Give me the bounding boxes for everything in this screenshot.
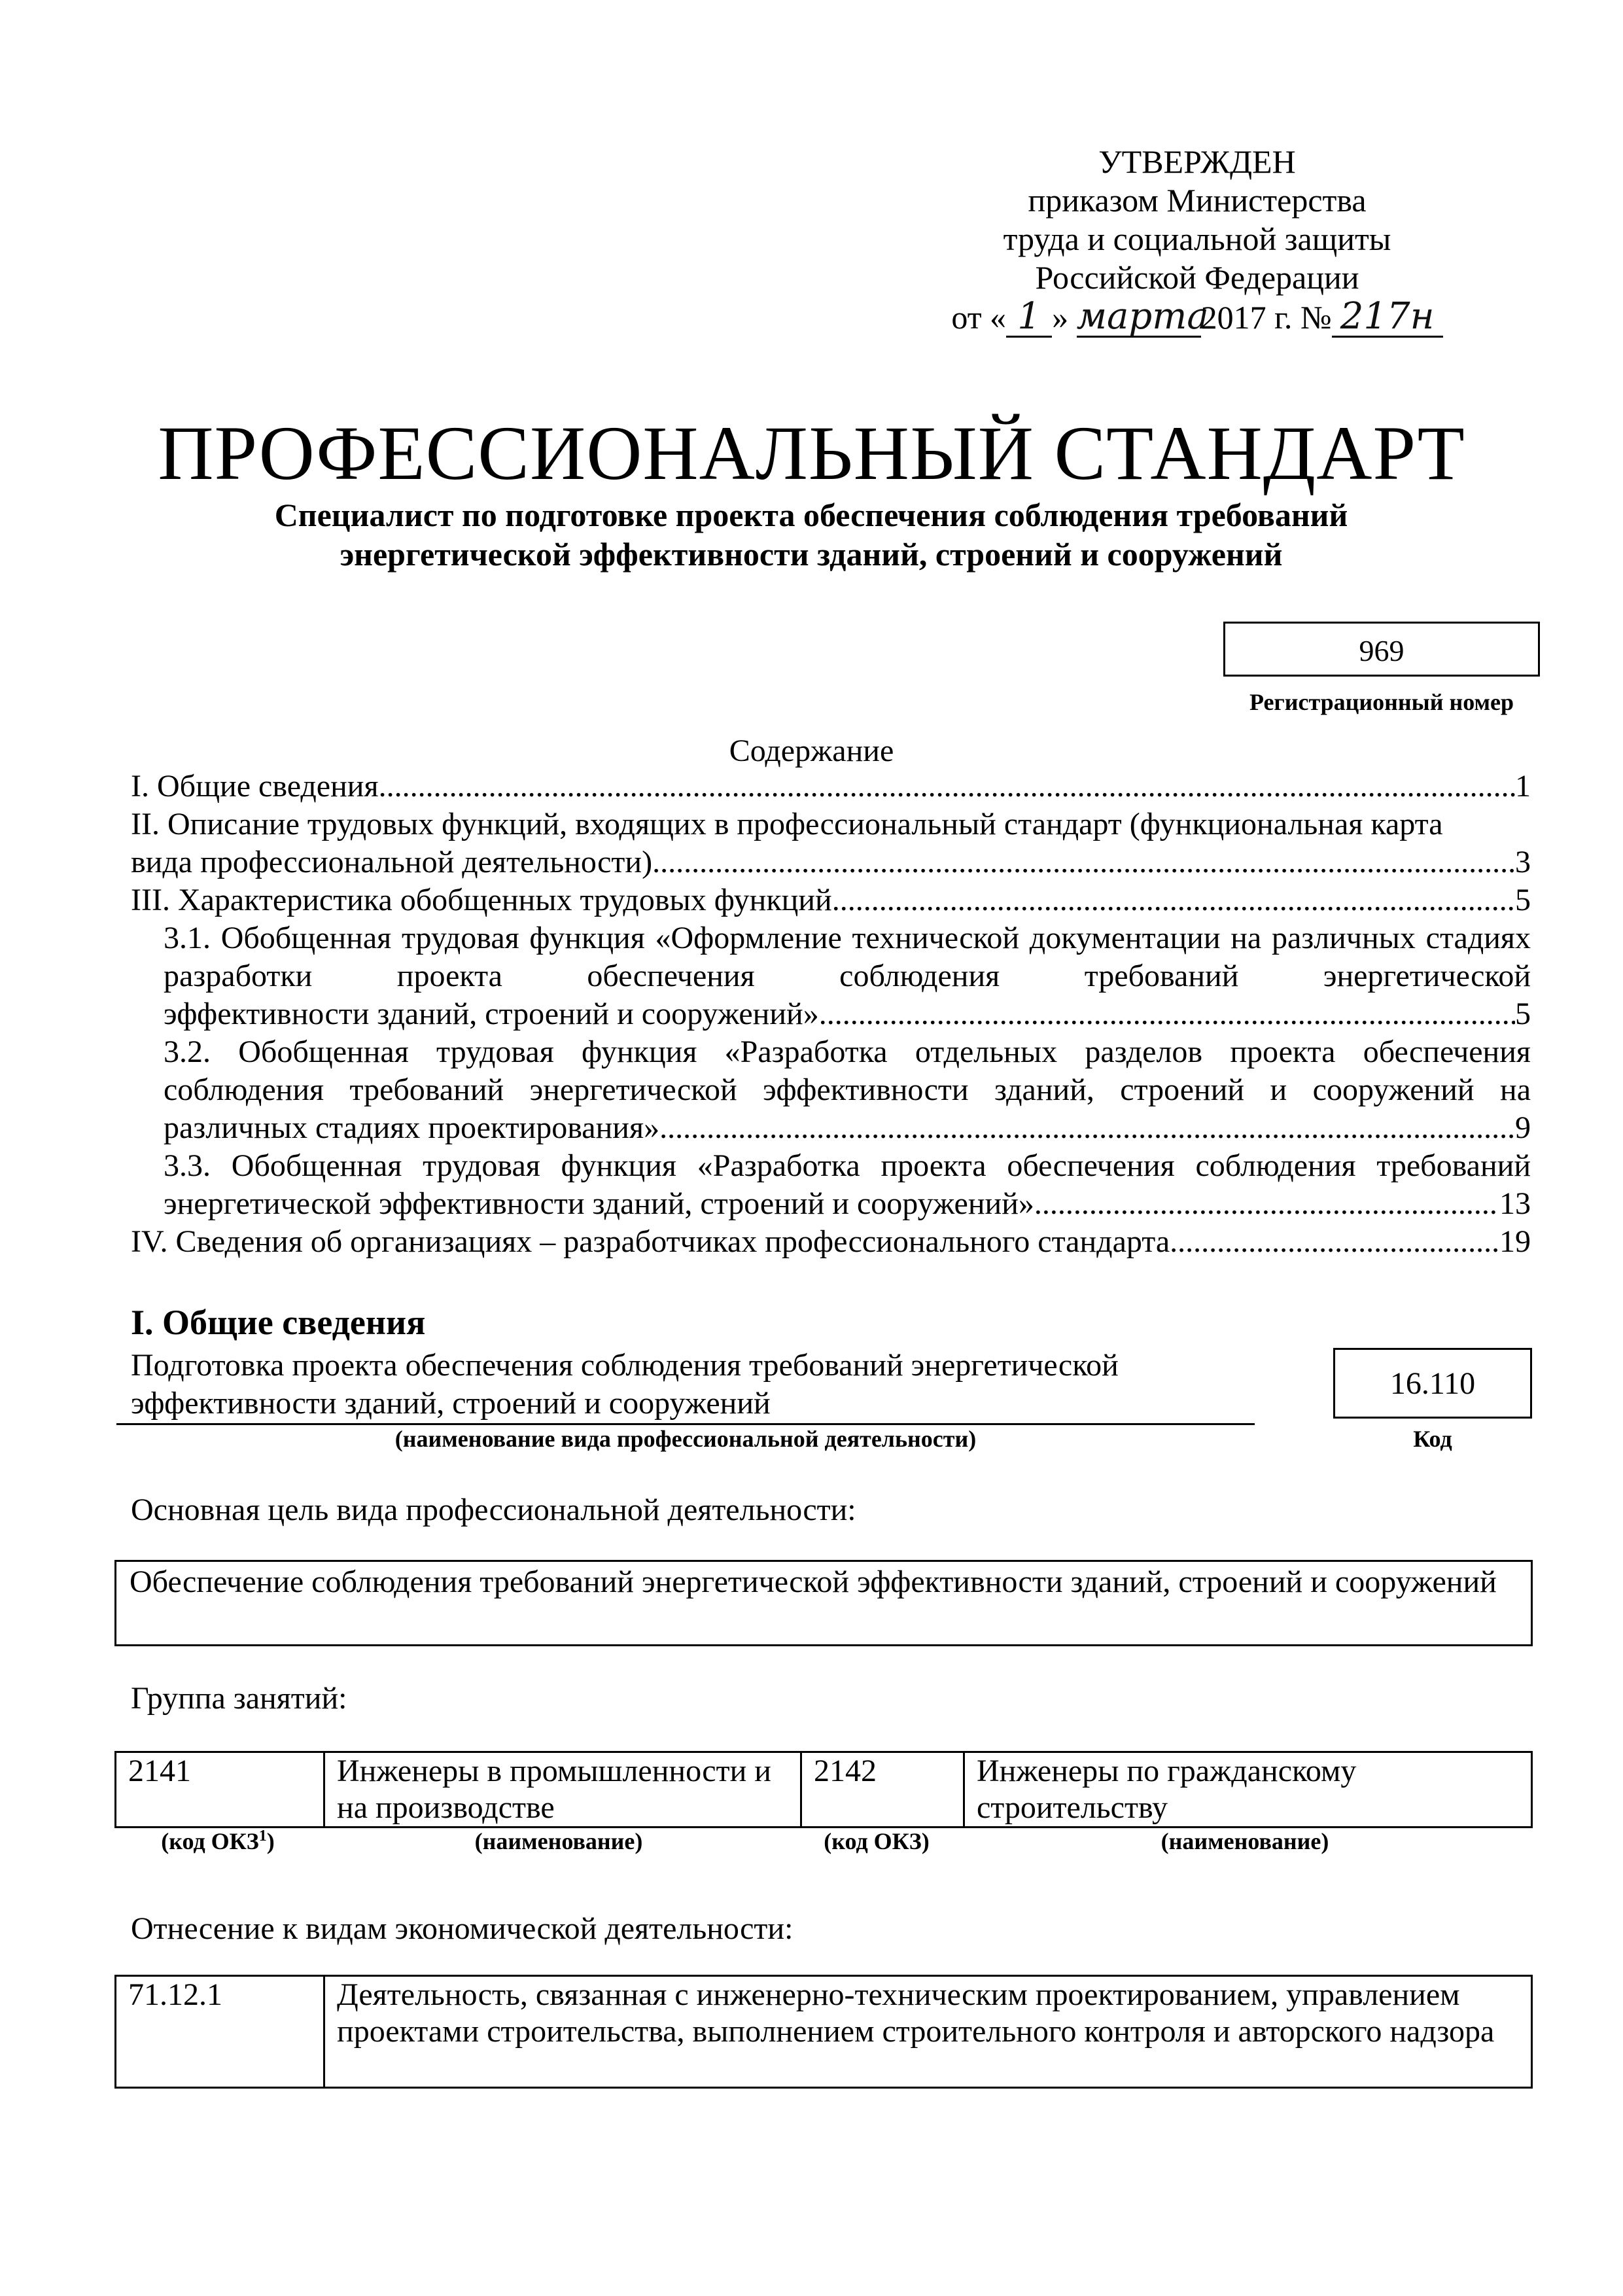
document-title: ПРОФЕССИОНАЛЬНЫЙ СТАНДАРТ xyxy=(158,410,1465,496)
toc-item-3-1[interactable] xyxy=(164,995,1531,1033)
toc-item-text: IV. Сведения об организациях – разработчиках профессионального стандарта xyxy=(131,1224,1170,1259)
toc-item-page: 9 xyxy=(1515,1110,1531,1145)
caption-text: (код ОКЗ xyxy=(161,1828,259,1854)
toc-item-3-3[interactable] xyxy=(164,1185,1531,1223)
activity-caption: (наименование вида профессиональной деятельности) xyxy=(394,1426,977,1452)
table-of-contents xyxy=(131,768,1531,1261)
toc-item-functions-head: II. Описание трудовых функций, входящих в профессиональный стандарт (функциональная карта xyxy=(131,807,1443,841)
toc-item-page: 5 xyxy=(1515,997,1531,1031)
toc-leader xyxy=(1034,1185,1499,1223)
group-name-cell: Инженеры в промышленности и на производстве xyxy=(324,1752,801,1828)
toc-leader xyxy=(832,881,1515,919)
toc-item-developers[interactable] xyxy=(131,1223,1531,1261)
activity-code-caption: Код xyxy=(1413,1426,1452,1452)
toc-leader xyxy=(819,995,1515,1033)
toc-item-text: III. Характеристика обобщенных трудовых функций xyxy=(131,883,832,917)
handwritten-day: 1 xyxy=(1006,297,1052,338)
approval-block xyxy=(903,143,1492,338)
toc-item-page: 19 xyxy=(1499,1224,1531,1259)
table-row xyxy=(116,1752,1532,1828)
activity-code-box: 16.110 xyxy=(1333,1348,1532,1419)
toc-item-3-2-head: 3.2. Обобщенная трудовая функция «Разработка отдельных разделов проекта обеспечения соблюдения требований энергетической эффективности зданий, строений и сооружений на xyxy=(164,1034,1531,1107)
registration-number-label: Регистрационный номер xyxy=(1249,689,1514,715)
toc-item-page: 5 xyxy=(1515,883,1531,917)
purpose-box: Обеспечение соблюдения требований энергетической эффективности зданий, строений и сооружений xyxy=(114,1560,1533,1646)
registration-number-box: 969 xyxy=(1223,622,1540,677)
toc-item-functions[interactable] xyxy=(131,843,1531,881)
occupation-groups-table xyxy=(114,1751,1533,1828)
economic-activity-table xyxy=(114,1975,1533,2089)
toc-item-text: эффективности зданий, строений и сооружений» xyxy=(164,997,819,1031)
toc-item-3-1-head: 3.1. Обобщенная трудовая функция «Оформление технической документации на различных стадиях разработки проекта обеспечения соблюдения требований энергетической xyxy=(164,921,1531,993)
subtitle-line-2: энергетической эффективности зданий, строений и сооружений xyxy=(340,536,1283,573)
document-subtitle xyxy=(118,495,1505,574)
okved-text-cell: Деятельность, связанная с инженерно-техническим проектированием, управлением проектами строительства, выполнением строительного контроля и авторского надзора xyxy=(324,1976,1532,2088)
toc-item-3-2[interactable] xyxy=(164,1109,1531,1147)
toc-leader xyxy=(1170,1223,1499,1261)
group-code-cell: 2142 xyxy=(801,1752,964,1828)
date-close-quote: » xyxy=(1052,299,1069,336)
toc-item-text: энергетической эффективности зданий, строений и сооружений» xyxy=(164,1186,1034,1221)
group-name-caption-2: (наименование) xyxy=(1161,1828,1329,1854)
approval-line-ministry: труда и социальной защиты xyxy=(1003,221,1391,257)
table-row xyxy=(116,1976,1532,2088)
handwritten-month: марта xyxy=(1076,295,1209,338)
economic-activity-label: Отнесение к видам экономической деятельности: xyxy=(131,1911,794,1946)
caption-close: ) xyxy=(266,1828,275,1854)
group-code-cell: 2141 xyxy=(116,1752,324,1828)
toc-leader xyxy=(652,843,1515,881)
approval-line-federation: Российской Федерации xyxy=(1035,259,1359,296)
group-code-caption xyxy=(114,1828,321,1855)
toc-item-page: 1 xyxy=(1515,769,1531,804)
toc-item-general[interactable] xyxy=(131,768,1531,805)
approval-date-line xyxy=(903,297,1492,338)
toc-heading: Содержание xyxy=(729,733,894,768)
handwritten-order-number: 217н xyxy=(1332,297,1443,338)
group-name-cell: Инженеры по гражданскому строительству xyxy=(964,1752,1532,1828)
activity-name: Подготовка проекта обеспечения соблюдения требований энергетической эффективности зданий, строений и сооружений xyxy=(131,1348,1119,1421)
purpose-label: Основная цель вида профессиональной деятельности: xyxy=(131,1492,856,1527)
date-year: 2017 г. № xyxy=(1200,299,1332,336)
footnote-marker: 1 xyxy=(258,1828,267,1845)
toc-leader xyxy=(659,1109,1515,1147)
toc-item-page: 13 xyxy=(1499,1186,1531,1221)
section-title-general: I. Общие сведения xyxy=(131,1303,426,1342)
toc-item-3-3-head: 3.3. Обобщенная трудовая функция «Разработка проекта обеспечения соблюдения требований xyxy=(164,1148,1531,1183)
toc-item-page: 3 xyxy=(1515,845,1531,879)
toc-item-text: вида профессиональной деятельности) xyxy=(131,845,653,879)
group-name-caption: (наименование) xyxy=(474,1828,643,1854)
toc-item-characteristics[interactable] xyxy=(131,881,1531,919)
approval-title: УТВЕРЖДЕН xyxy=(1098,143,1296,180)
date-prefix: от « xyxy=(951,299,1007,336)
toc-item-text: различных стадиях проектирования» xyxy=(164,1110,660,1145)
approval-line-order: приказом Министерства xyxy=(1028,182,1367,219)
toc-leader xyxy=(379,768,1515,805)
toc-item-text: I. Общие сведения xyxy=(131,769,379,804)
okved-code-cell: 71.12.1 xyxy=(116,1976,324,2088)
group-code-caption-2: (код ОКЗ) xyxy=(824,1828,930,1854)
groups-label: Группа занятий: xyxy=(131,1681,347,1716)
subtitle-line-1: Специалист по подготовке проекта обеспечения соблюдения требований xyxy=(274,497,1348,533)
